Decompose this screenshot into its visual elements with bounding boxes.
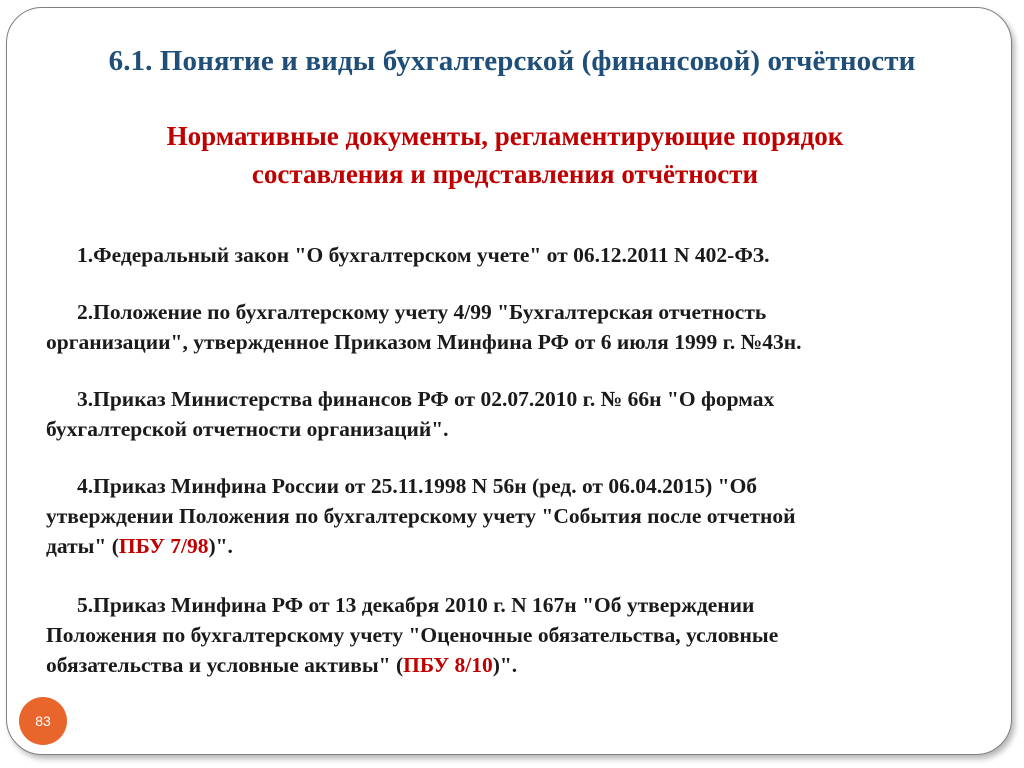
section-subtitle xyxy=(60,117,950,193)
subtitle-line-1: Нормативные документы, регламентирующие порядок xyxy=(166,121,844,151)
document-5-line-3 xyxy=(46,650,946,680)
document-5-line-3-prefix: обязательства и условные активы" ( xyxy=(46,653,404,677)
document-2-line-1: 2.Положение по бухгалтерскому учету 4/99 "Бухгалтерская отчетность xyxy=(77,300,767,324)
document-item-5 xyxy=(46,590,946,680)
pbu-8-10-reference: ПБУ 8/10 xyxy=(403,653,493,677)
document-3-line-2: бухгалтерской отчетности организаций". xyxy=(46,417,449,441)
slide-title: 6.1. Понятие и виды бухгалтерской (финансовой) отчётности xyxy=(108,45,916,77)
subtitle-line-2: составления и представления отчётности xyxy=(251,159,759,189)
document-item-4 xyxy=(46,471,946,561)
document-4-line-3 xyxy=(46,531,946,561)
pbu-7-98-reference: ПБУ 7/98 xyxy=(118,534,209,558)
document-4-line-3-suffix: )". xyxy=(208,534,233,558)
document-2-line-2: организации", утвержденное Приказом Минфина РФ от 6 июля 1999 г. №43н. xyxy=(46,330,802,354)
document-item-2 xyxy=(46,297,946,357)
document-1-line-1: 1.Федеральный закон "О бухгалтерском учете" от 06.12.2011 N 402-ФЗ. xyxy=(77,243,770,267)
document-3-line-1: 3.Приказ Министерства финансов РФ от 02.07.2010 г. № 66н "О формах xyxy=(77,387,775,411)
document-item-1 xyxy=(46,240,946,270)
document-4-line-3-prefix: даты" ( xyxy=(46,534,119,558)
page-number-badge: 83 xyxy=(19,697,67,745)
document-4-line-1: 4.Приказ Минфина России от 25.11.1998 N 56н (ред. от 06.04.2015) "Об xyxy=(77,474,758,498)
document-5-line-2: Положения по бухгалтерскому учету "Оценочные обязательства, условные xyxy=(46,623,779,647)
document-item-3 xyxy=(46,384,946,444)
document-5-line-3-suffix: )". xyxy=(492,653,518,677)
document-4-line-2: утверждении Положения по бухгалтерскому учету "События после отчетной xyxy=(46,504,796,528)
document-5-line-1: 5.Приказ Минфина РФ от 13 декабря 2010 г. N 167н "Об утверждении xyxy=(77,593,755,617)
